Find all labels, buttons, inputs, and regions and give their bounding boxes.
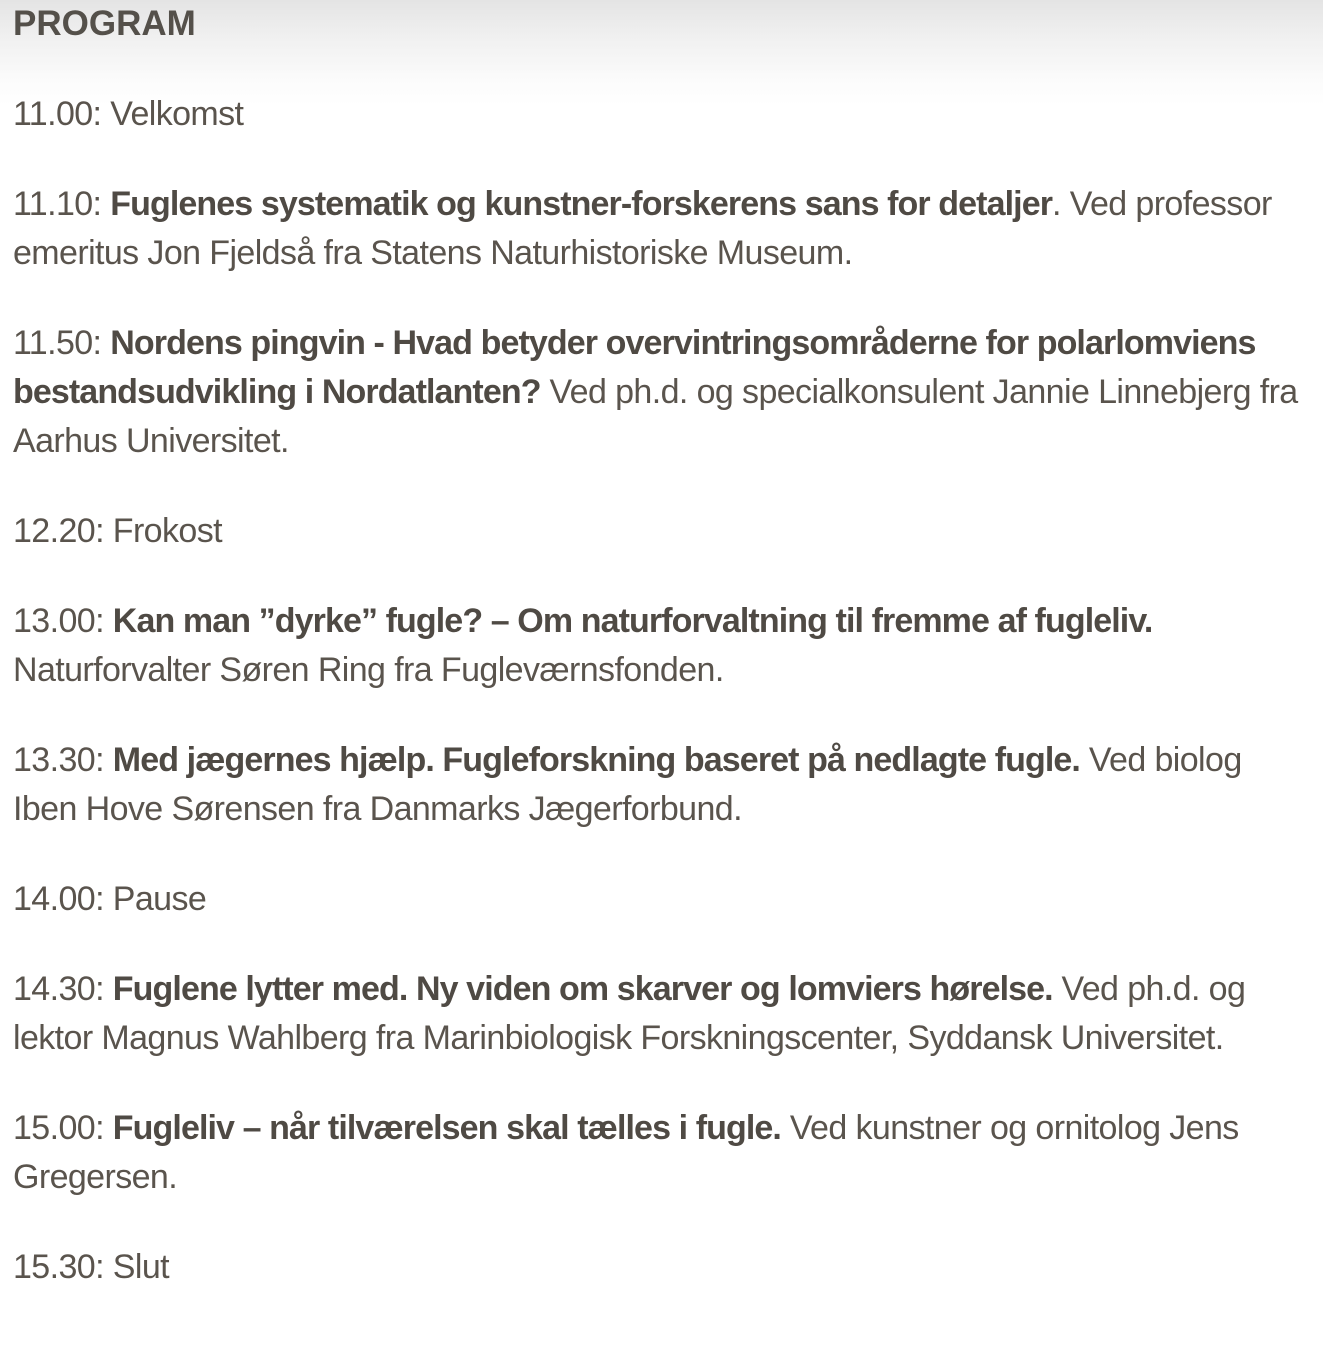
entry-time: 11.50: [13, 324, 102, 362]
program-entry [13, 507, 1313, 556]
program-entry [13, 1243, 1313, 1292]
entry-title: Med jægernes hjælp. Fugleforskning baseret på nedlagte fugle. [112, 741, 1080, 779]
entry-time: 14.00: [13, 880, 104, 918]
entry-text: Pause [103, 880, 207, 918]
entry-time: 12.20: [13, 512, 104, 550]
entry-title: Fugleliv – når tilværelsen skal tælles i fugle. [112, 1109, 781, 1147]
program-entry [13, 1104, 1313, 1202]
page-title: PROGRAM [13, 4, 196, 43]
entry-time: 11.00: [13, 95, 102, 133]
entry-text: Ved ph.d. og lektor Magnus Wahlberg fra Marinbiologisk Forskningscenter, Syddansk Universitet. [13, 970, 1246, 1057]
entry-text: Naturforvalter Søren Ring fra Fugleværnsfonden. [13, 651, 724, 689]
entry-title: Fuglene lytter med. Ny viden om skarver og lomviers hørelse. [112, 970, 1053, 1008]
program-entry [13, 90, 1313, 139]
program-entry [13, 965, 1313, 1063]
entry-title: Fuglenes systematik og kunstner-forskerens sans for detaljer [110, 185, 1053, 223]
entry-text: Ved ph.d. og specialkonsulent Jannie Linnebjerg fra Aarhus Universitet. [13, 373, 1298, 460]
entry-title: Nordens pingvin - Hvad betyder overvintringsområderne for polarlomviens bestandsudvikling i Nordatlanten? [13, 324, 1256, 411]
program-list [13, 90, 1313, 1333]
entry-text: Frokost [103, 512, 222, 550]
program-entry [13, 736, 1313, 834]
entry-time: 11.10: [13, 185, 102, 223]
entry-title: Kan man ”dyrke” fugle? – Om naturforvaltning til fremme af fugleliv. [112, 602, 1153, 640]
entry-text: Slut [103, 1248, 169, 1286]
entry-time: 15.30: [13, 1248, 104, 1286]
program-entry [13, 180, 1313, 278]
entry-time: 13.30: [13, 741, 104, 779]
program-entry [13, 597, 1313, 695]
program-entry [13, 875, 1313, 924]
entry-text: . Ved professor emeritus Jon Fjeldså fra Statens Naturhistoriske Museum. [13, 185, 1272, 272]
entry-time: 14.30: [13, 970, 104, 1008]
entry-text: Ved kunstner og ornitolog Jens Gregersen. [13, 1109, 1239, 1196]
program-entry [13, 319, 1313, 466]
entry-time: 15.00: [13, 1109, 104, 1147]
entry-time: 13.00: [13, 602, 104, 640]
entry-text: Ved biolog Iben Hove Sørensen fra Danmarks Jægerforbund. [13, 741, 1242, 828]
entry-text: Velkomst [101, 95, 244, 133]
